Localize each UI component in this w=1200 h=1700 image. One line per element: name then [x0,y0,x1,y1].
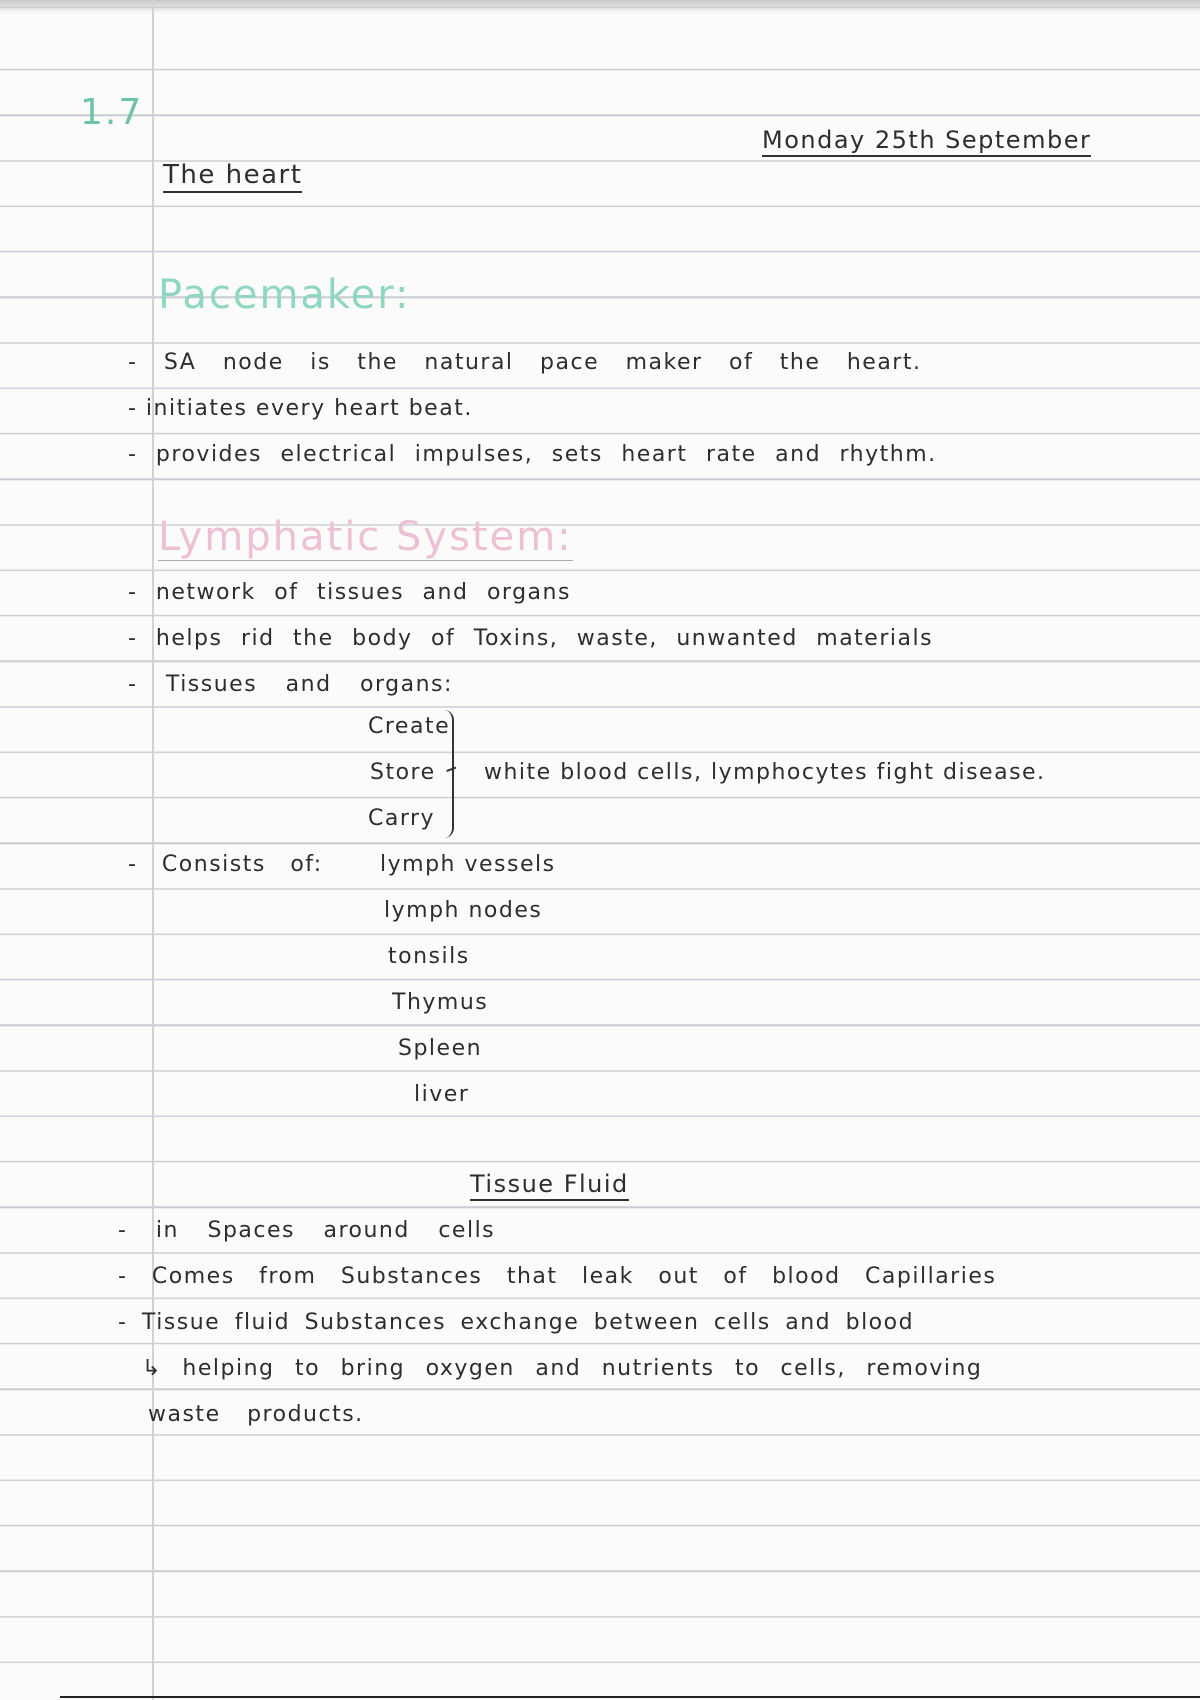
lymphatic-line-3: - Tissues and organs: [128,672,453,697]
tissue-fluid-heading: Tissue Fluid [470,1170,629,1201]
consists-item-spleen: Spleen [398,1036,483,1061]
page-edge-shadow [0,0,1200,14]
pacemaker-line-1: - SA node is the natural pace maker of the heart. [128,350,922,375]
tissue-fluid-line-4: ↳ helping to bring oxygen and nutrients to cells, removing [142,1356,983,1381]
tissue-fluid-line-5: waste products. [148,1402,364,1427]
brace-item-create: Create [368,714,451,739]
page-bottom-edge [60,1696,1200,1698]
page-title: The heart [163,160,302,193]
section-number: 1.7 [80,92,144,133]
pacemaker-line-3: - provides electrical impulses, sets heart rate and rhythm. [128,442,937,467]
brace-item-store: Store [370,760,436,785]
pacemaker-line-2: - initiates every heart beat. [128,396,473,421]
pacemaker-heading: Pacemaker: [158,272,411,318]
lymphatic-line-1: - network of tissues and organs [128,580,571,605]
consists-label: - Consists of: [128,852,323,877]
tissue-fluid-line-1: - in Spaces around cells [118,1218,496,1243]
lymphatic-line-2: - helps rid the body of Toxins, waste, unwanted materials [128,626,934,651]
consists-item-lymph-vessels: lymph vessels [380,852,556,877]
consists-item-tonsils: tonsils [388,944,470,969]
consists-item-liver: liver [414,1082,470,1107]
page-date: Monday 25th September [762,126,1091,157]
brace-item-carry: Carry [368,806,436,831]
lymphatic-heading: Lymphatic System: [158,514,573,560]
brace-text: white blood cells, lymphocytes fight disease. [484,760,1046,785]
tissue-fluid-line-2: - Comes from Substances that leak out of blood Capillaries [118,1264,997,1289]
margin-line [152,0,154,1700]
consists-item-thymus: Thymus [392,990,489,1015]
consists-item-lymph-nodes: lymph nodes [384,898,543,923]
tissue-fluid-line-3: - Tissue fluid Substances exchange between cells and blood [118,1310,915,1335]
